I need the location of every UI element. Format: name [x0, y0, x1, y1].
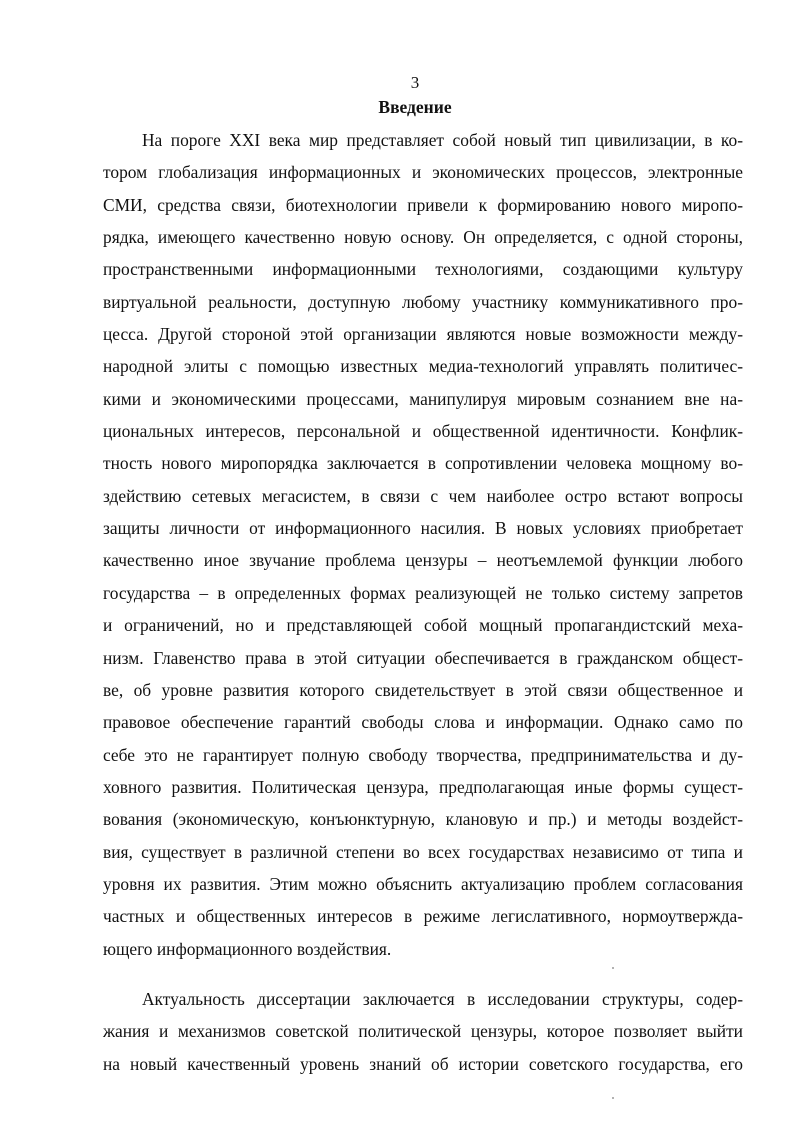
text-line: народной элиты с помощью известных медиа-технологий управлять политичес- — [103, 356, 743, 377]
text-line: кими и экономическими процессами, манипулируя мировым сознанием вне на- — [103, 388, 743, 409]
text-line: уровня их развития. Этим можно объяснить актуализацию проблем согласования — [103, 873, 743, 894]
scan-speck — [612, 967, 614, 969]
text-line: пространственными информационными технологиями, создающими культуру — [103, 259, 743, 280]
text-line: ве, об уровне развития которого свидетельствует в этой связи общественное и — [103, 679, 743, 700]
text-line: виртуальной реальности, доступную любому участнику коммуникативного про- — [103, 291, 743, 312]
paragraph-relevance — [103, 983, 743, 1080]
text-line: жания и механизмов советской политической цензуры, которое позволяет выйти — [103, 1021, 743, 1042]
text-line: СМИ, средства связи, биотехнологии привели к формированию нового миропо- — [103, 194, 743, 215]
text-line: Актуальность диссертации заключается в исследовании структуры, содер- — [142, 989, 743, 1009]
text-line: себе это не гарантирует полную свободу творчества, предпринимательства и ду- — [103, 744, 743, 765]
scan-speck — [612, 1097, 614, 1099]
text-line: На пороге XXI века мир представляет собой новый тип цивилизации, в ко- — [142, 130, 743, 150]
text-line: защиты личности от информационного насилия. В новых условиях приобретает — [103, 518, 743, 539]
page-number: 3 — [410, 73, 420, 92]
section-heading: Введение — [378, 97, 452, 117]
paragraph-intro — [103, 124, 743, 965]
text-line: здействию сетевых мегасистем, в связи с чем наиболее остро встают вопросы — [103, 485, 743, 506]
text-line: на новый качественный уровень знаний об истории советского государства, его — [103, 1053, 743, 1074]
text-line: частных и общественных интересов в режиме легислативного, нормоутвержда- — [103, 906, 743, 927]
text-line: тором глобализация информационных и экономических процессов, электронные — [103, 162, 743, 183]
text-line: рядка, имеющего качественно новую основу. Он определяется, с одной стороны, — [103, 227, 743, 248]
text-line: правовое обеспечение гарантий свободы слова и информации. Однако само по — [103, 712, 743, 733]
text-line: тность нового миропорядка заключается в сопротивлении человека мощному во- — [103, 453, 743, 474]
text-line: низм. Главенство права в этой ситуации обеспечивается в гражданском общест- — [103, 647, 743, 668]
text-line: вования (экономическую, конъюнктурную, клановую и пр.) и методы воздейст- — [103, 809, 743, 830]
text-line: государства – в определенных формах реализующей не только систему запретов — [103, 582, 743, 603]
text-line: ющего информационного воздействия. — [103, 938, 392, 959]
text-line: циональных интересов, персональной и общественной идентичности. Конфлик- — [103, 421, 743, 442]
text-line: ховного развития. Политическая цензура, предполагающая иные формы сущест- — [103, 776, 743, 797]
text-line: качественно иное звучание проблема цензуры – неотъемлемой функции любого — [103, 550, 743, 571]
text-line: и ограничений, но и представляющей собой мощный пропагандистский меха- — [103, 615, 743, 636]
text-line: вия, существует в различной степени во всех государствах независимо от типа и — [103, 841, 743, 862]
text-line: цесса. Другой стороной этой организации являются новые возможности между- — [103, 324, 743, 345]
